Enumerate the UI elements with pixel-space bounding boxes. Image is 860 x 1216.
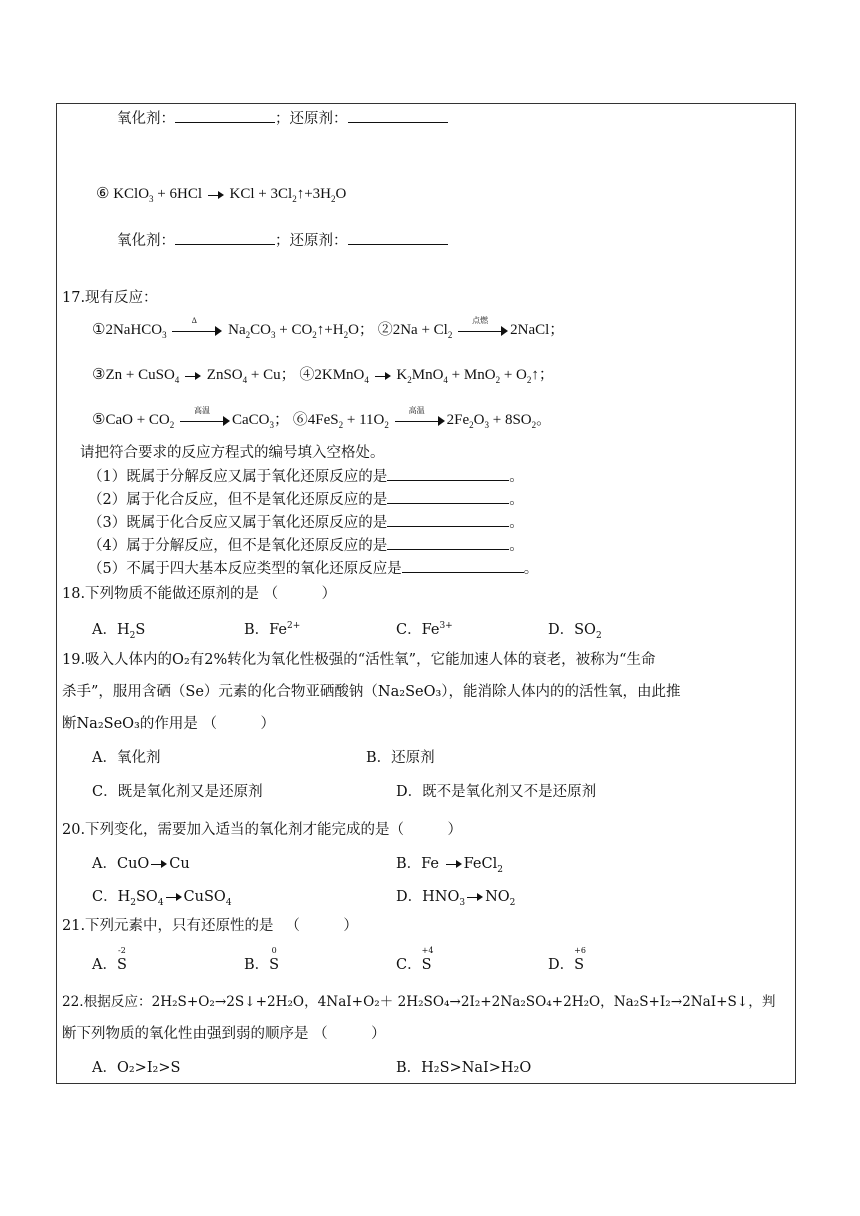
option-text: B．	[244, 957, 270, 973]
element-symbol: S	[116, 957, 127, 973]
separator: ；	[274, 412, 290, 428]
high-temp-arrow-icon	[180, 405, 230, 427]
subscript: 2	[526, 375, 532, 385]
formula: +3H	[304, 186, 331, 202]
q17-reactions-row-1: ①2NaHCO$_3$ Δ $Na_2CO_3$ + $CO_2↑+H_2O$； ②2Na + $Cl_2$ 点燃 2NaCl；	[92, 315, 565, 340]
formula: Na	[228, 322, 246, 338]
arrow-icon	[375, 370, 391, 382]
answer-blank[interactable]	[387, 535, 509, 550]
formula: 11O	[359, 412, 385, 428]
q18-option-c[interactable]	[396, 620, 453, 640]
condition-label: 高温	[194, 405, 211, 415]
subscript: 2	[331, 194, 336, 204]
option-text: D．HNO	[396, 889, 460, 905]
option-text: B．Fe	[396, 856, 444, 872]
condition-label: Δ	[191, 315, 197, 325]
plus-sign: +	[258, 186, 267, 202]
subscript: 2	[129, 630, 136, 641]
formula: 6HCl	[169, 186, 203, 202]
item-text: （1）既属于分解反应又属于氧化还原反应的是	[88, 469, 388, 485]
formula: O	[335, 186, 347, 202]
answer-blank[interactable]	[387, 466, 509, 481]
option-text: B．Fe	[244, 622, 288, 638]
q21-option-d[interactable]	[548, 946, 586, 975]
answer-blank[interactable]	[387, 512, 509, 527]
option-text: S	[135, 622, 146, 638]
formula: Cu	[263, 367, 281, 383]
q22-option-a[interactable]: A．O₂>I₂>S	[92, 1060, 181, 1076]
subscript: 3	[484, 420, 489, 430]
formula: 3Cl	[270, 186, 293, 202]
formula: K	[396, 367, 408, 383]
separator: ；	[538, 367, 554, 383]
q17-reactions-row-2: ③Zn + CuSO$_4$ ZnSO$_4$ + Cu； ④2KMnO$_4$ $K_2MnO_4 + MnO_2$ + $O_2↑$；	[92, 367, 554, 385]
subscript: 2	[495, 375, 501, 385]
formula: ZnSO	[206, 367, 243, 383]
option-text: CuSO	[183, 889, 226, 905]
subscript: 3	[270, 330, 276, 340]
q19-option-c[interactable]: C．既是氧化剂又是还原剂	[92, 784, 263, 800]
q20-option-b[interactable]	[396, 854, 503, 874]
q17-title: 17.现有反应：	[62, 290, 158, 306]
formula: 4FeS	[307, 412, 339, 428]
answer-blank[interactable]	[402, 558, 524, 573]
option-text: SO	[135, 889, 158, 905]
formula: CO	[250, 322, 271, 338]
q22-option-b[interactable]: B．H₂S>NaI>H₂O	[396, 1060, 532, 1076]
option-text: A．CuO	[92, 856, 150, 872]
item-text: （2）属于化合反应，但不是氧化还原反应的是	[88, 492, 388, 508]
valence-symbol	[116, 946, 127, 975]
subscript: 4	[225, 897, 232, 908]
subscript: 2	[531, 420, 537, 430]
subscript: 2	[469, 420, 474, 430]
formula: O	[516, 367, 527, 383]
item-end: 。	[523, 561, 539, 577]
formula: 2KMnO	[314, 367, 365, 383]
subscript: 2	[343, 330, 349, 340]
q19-stem-line-1: 19.吸入人体内的O₂有2%转化为氧化性极强的“活性氧”，它能加速人体的衰老，被称为“生命	[62, 652, 656, 668]
option-text: A．H	[92, 622, 130, 638]
answer-blank[interactable]	[387, 489, 509, 504]
oxidant-blank[interactable]	[175, 108, 275, 123]
q17-item-2	[88, 489, 524, 510]
arrow-icon	[151, 858, 167, 870]
subscript: 2	[384, 420, 389, 430]
formula: CaCO	[232, 412, 270, 428]
subscript: 2	[595, 630, 602, 641]
oxidation-state: +6	[574, 946, 586, 955]
subscript: 2	[407, 375, 412, 385]
subscript: 2	[338, 420, 344, 430]
option-text: A．	[92, 957, 117, 973]
subscript: 2	[447, 330, 453, 340]
element-symbol: S	[421, 957, 432, 973]
separator: ；	[358, 322, 374, 338]
formula: MnO	[411, 367, 444, 383]
oxidation-state: 0	[271, 946, 277, 955]
subscript: 3	[269, 420, 275, 430]
arrow-icon	[446, 858, 462, 870]
oxidation-state: +4	[421, 946, 434, 955]
reductant-label: ；还原剂：	[275, 233, 348, 249]
q20-option-d[interactable]	[396, 887, 515, 907]
subscript: 4	[174, 375, 180, 385]
eq-number: ⑤	[92, 412, 106, 428]
eq-number: ⑥	[292, 412, 308, 428]
q16-equation-6	[96, 184, 346, 204]
q17-item-1	[88, 466, 524, 487]
subscript: 2	[497, 864, 503, 875]
reductant-blank[interactable]	[348, 108, 448, 123]
formula: MnO	[463, 367, 496, 383]
valence-symbol	[574, 946, 586, 975]
q19-option-b[interactable]: B．还原剂	[366, 750, 435, 766]
item-end: 。	[509, 515, 524, 531]
ignite-arrow-icon	[458, 315, 508, 337]
q18-stem: 18.下列物质不能做还原剂的是 （ ）	[62, 586, 337, 602]
formula: KCl	[229, 186, 255, 202]
superscript: 2+	[287, 621, 301, 632]
subscript: 4	[443, 375, 448, 385]
q18-option-b[interactable]	[244, 620, 300, 640]
q17-item-5	[88, 558, 538, 579]
q19-option-d[interactable]: D．既不是氧化剂又不是还原剂	[396, 784, 597, 800]
subscript: 2	[169, 420, 175, 430]
valence-symbol	[269, 946, 280, 975]
heat-arrow-icon	[172, 315, 222, 337]
formula: O	[348, 322, 359, 338]
q20-option-c[interactable]	[92, 887, 232, 907]
subscript: 2	[292, 194, 297, 204]
subscript: 2	[312, 330, 317, 340]
separator: 。	[536, 412, 552, 428]
item-end: 。	[509, 492, 524, 508]
subscript: 4	[157, 897, 164, 908]
item-text: （5）不属于四大基本反应类型的氧化还原反应是	[88, 561, 402, 577]
arrow-icon	[208, 189, 224, 201]
oxidation-state: -2	[118, 946, 126, 955]
subscript: 3	[459, 897, 466, 908]
formula: +H	[324, 322, 344, 338]
item-text: （3）既属于化合反应又属于氧化还原反应的是	[88, 515, 388, 531]
q21-option-c[interactable]	[396, 946, 434, 975]
subscript: 3	[149, 194, 154, 204]
item-end: 。	[509, 538, 524, 554]
formula: 8SO	[504, 412, 532, 428]
arrow-icon	[467, 891, 483, 903]
formula: CO	[148, 412, 170, 428]
option-text: D．SO	[548, 622, 596, 638]
formula: Cl	[433, 322, 448, 338]
eq-number: ①	[92, 322, 106, 338]
subscript: 4	[364, 375, 369, 385]
condition-label: 高温	[408, 405, 425, 415]
formula: 2NaCl	[510, 322, 550, 338]
option-text: D．	[548, 957, 575, 973]
q21-stem: 21.下列元素中，只有还原性的是 （ ）	[62, 918, 358, 934]
subscript: 3	[162, 330, 167, 340]
option-text: C．Fe	[396, 622, 440, 638]
subscript: 2	[509, 897, 516, 908]
option-text: Cu	[169, 856, 190, 872]
condition-label: 点燃	[472, 315, 489, 325]
reductant-blank[interactable]	[348, 230, 448, 245]
subscript: 2	[245, 330, 251, 340]
formula: Zn	[105, 367, 123, 383]
q20-stem: 20.下列变化，需要加入适当的氧化剂才能完成的是（ ）	[62, 822, 463, 838]
q21-option-a[interactable]	[92, 946, 127, 975]
formula: 2Fe	[446, 412, 470, 428]
q17-reactions-row-3: ⑤CaO + $CO_2$ 高温 CaCO$_3$； ⑥4FeS$_2$ + $11O_2$ 高温 $2Fe_2O_3 + 8SO_2$。	[92, 405, 552, 430]
q17-item-3	[88, 512, 524, 533]
q16-answer-line-5	[117, 108, 448, 129]
q20-option-a[interactable]	[92, 854, 190, 874]
formula: CuSO	[138, 367, 175, 383]
q21-option-b[interactable]	[244, 946, 280, 975]
formula: CO	[291, 322, 313, 338]
q19-stem-line-3: 断Na₂SeO₃的作用是 （ ）	[62, 716, 275, 732]
q17-item-4	[88, 535, 524, 556]
formula: 2NaHCO	[105, 322, 163, 338]
eq-number: ③	[92, 367, 106, 383]
q17-instruction: 请把符合要求的反应方程式的编号填入空格处。	[80, 445, 385, 461]
q19-stem-line-2: 杀手”，服用含硒（Se）元素的化合物亚硒酸钠（Na₂SeO₃），能消除人体内的的活性氧，由此推	[62, 684, 681, 700]
q19-option-a[interactable]: A．氧化剂	[92, 750, 161, 766]
eq-number: ④	[299, 367, 315, 383]
arrow-icon	[185, 370, 201, 382]
high-temp-arrow-icon	[395, 405, 445, 427]
option-text: FeCl	[463, 856, 498, 872]
reductant-label: ；还原剂：	[275, 111, 348, 127]
plus-sign: +	[157, 186, 166, 202]
valence-symbol	[421, 946, 434, 975]
formula: CaO	[105, 412, 133, 428]
element-symbol: S	[269, 957, 280, 973]
item-end: 。	[509, 469, 524, 485]
q18-option-d[interactable]	[548, 620, 602, 640]
item-text: （4）属于分解反应，但不是氧化还原反应的是	[88, 538, 388, 554]
arrow-icon	[166, 891, 182, 903]
q18-option-a[interactable]	[92, 620, 145, 640]
option-text: C．	[396, 957, 422, 973]
subscript: 2	[130, 897, 136, 908]
q22-stem-line-2: 断下列物质的氧化性由强到弱的顺序是 （ ）	[62, 1026, 386, 1042]
formula: KClO	[113, 186, 150, 202]
eq-number: ②	[377, 322, 393, 338]
oxidant-label: 氧化剂：	[117, 233, 175, 249]
formula: O	[473, 412, 485, 428]
eq-number: ⑥	[96, 186, 110, 202]
element-symbol: S	[574, 957, 585, 973]
oxidant-blank[interactable]	[175, 230, 275, 245]
oxidant-label: 氧化剂：	[117, 111, 175, 127]
subscript: 4	[242, 375, 248, 385]
q22-stem-line-1: 22.根据反应：2H₂S+O₂→2S↓+2H₂O，4NaI+O₂＋ 2H₂SO₄→2I₂+2Na₂SO₄+2H₂O，Na₂S+I₂→2NaI+S↓，判	[62, 994, 776, 1010]
formula: 2Na	[392, 322, 418, 338]
separator: ；	[280, 367, 296, 383]
option-text: NO	[485, 889, 510, 905]
gas-arrow-icon: ↑	[296, 186, 305, 202]
separator: ；	[549, 322, 565, 338]
q16-answer-line-6	[117, 230, 448, 251]
option-text: C．H	[92, 889, 131, 905]
superscript: 3+	[439, 621, 453, 632]
